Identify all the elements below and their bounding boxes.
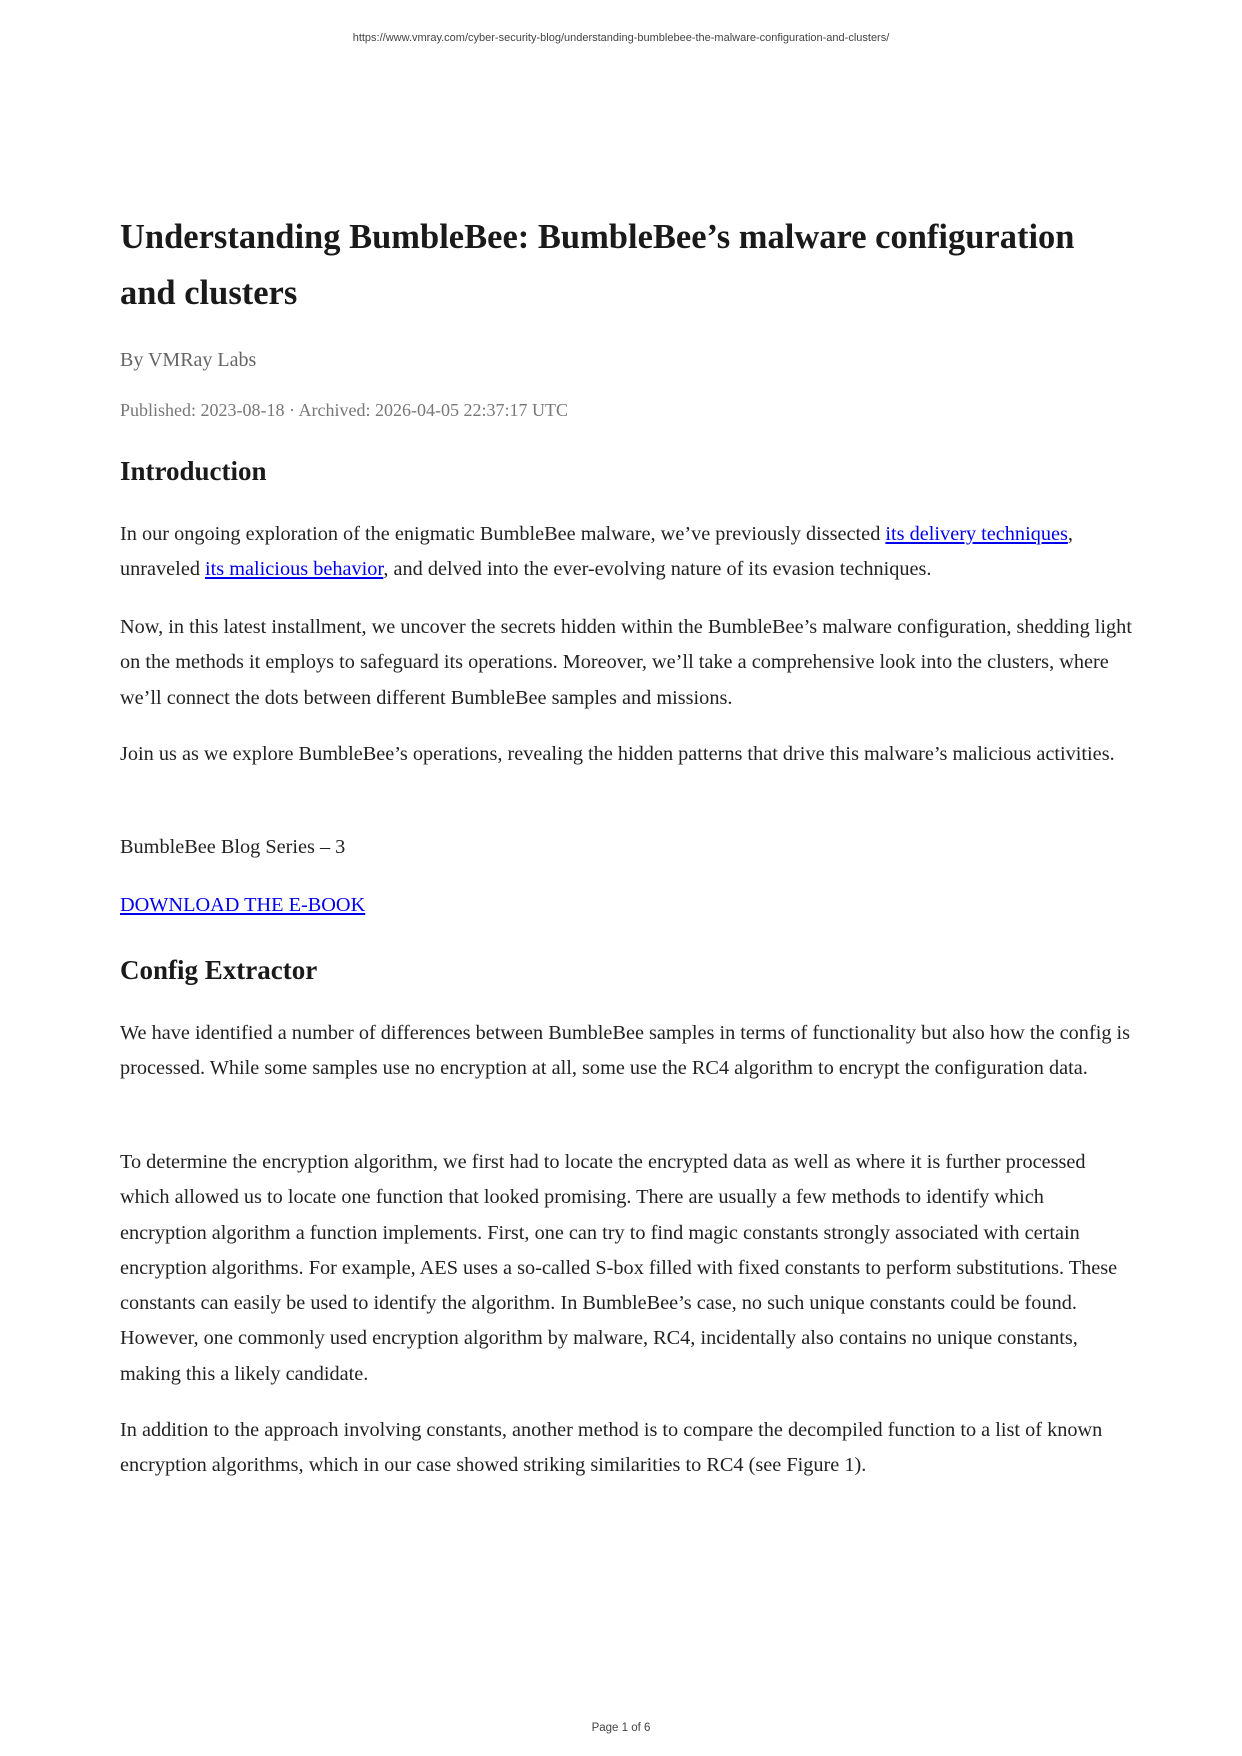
publish-dates: Published: 2023-08-18 · Archived: 2026-04-05 22:37:17 UTC [120, 400, 568, 420]
byline: By VMRay Labs [120, 349, 257, 371]
text: , and delved into the ever-evolving nature of its evasion techniques. [383, 558, 932, 581]
heading-introduction: Introduction [120, 456, 267, 486]
paragraph: To determine the encryption algorithm, we first had to locate the encrypted data as well as where it is further processed which allowed us to locate one function that looked promising. There are usually a few methods to identify which encryption algorithm a function implements. First, one can try to find magic constants strongly associated with certain encryption algorithms. For example, AES uses a so-called S-box filled with fixed constants to perform substitutions. These constants can easily be used to identify the algorithm. In BumbleBee’s case, no such unique constants could be found. However, one commonly used encryption algorithm by malware, RC4, incidentally also contains no unique constants, making this a likely candidate. [120, 1151, 1118, 1385]
malicious-behavior-link[interactable]: its malicious behavior [205, 558, 384, 581]
heading-config-extractor: Config Extractor [120, 955, 318, 985]
page-url: https://www.vmray.com/cyber-security-blog/understanding-bumblebee-the-malware-configuration-and-clusters/ [352, 32, 890, 44]
article-title: Understanding BumbleBee: BumbleBee’s malware configuration and clusters [120, 218, 1075, 312]
intro-paragraph [120, 517, 1135, 588]
series-label: BumbleBee Blog Series – 3 [120, 836, 346, 858]
paragraph: Now, in this latest installment, we uncover the secrets hidden within the BumbleBee’s malware configuration, shedding light on the methods it employs to safeguard its operations. Moreover, we’ll take a comprehensive look into the clusters, where we’ll connect the dots between different BumbleBee samples and missions. [120, 616, 1132, 709]
delivery-techniques-link[interactable]: its delivery techniques [885, 523, 1068, 545]
paragraph: In addition to the approach involving constants, another method is to compare the decompiled function to a list of known encryption algorithms, which in our case showed striking similarities to RC4 (see Figure 1). [120, 1419, 1103, 1477]
download-ebook-paragraph [120, 888, 1135, 923]
paragraph: We have identified a number of differences between BumbleBee samples in terms of functionality but also how the config is processed. While some samples use no encryption at all, some use the RC4 algorithm to encrypt the configuration data. [120, 1022, 1131, 1080]
text: In our ongoing exploration of the enigmatic BumbleBee malware, we’ve previously dissected [120, 523, 886, 545]
download-ebook-link[interactable]: DOWNLOAD THE E-BOOK [120, 894, 366, 916]
paragraph: Join us as we explore BumbleBee’s operations, revealing the hidden patterns that drive this malware’s malicious activities. [120, 743, 1115, 765]
page-number: Page 1 of 6 [591, 1722, 651, 1734]
text: , unraveled [120, 523, 1073, 581]
